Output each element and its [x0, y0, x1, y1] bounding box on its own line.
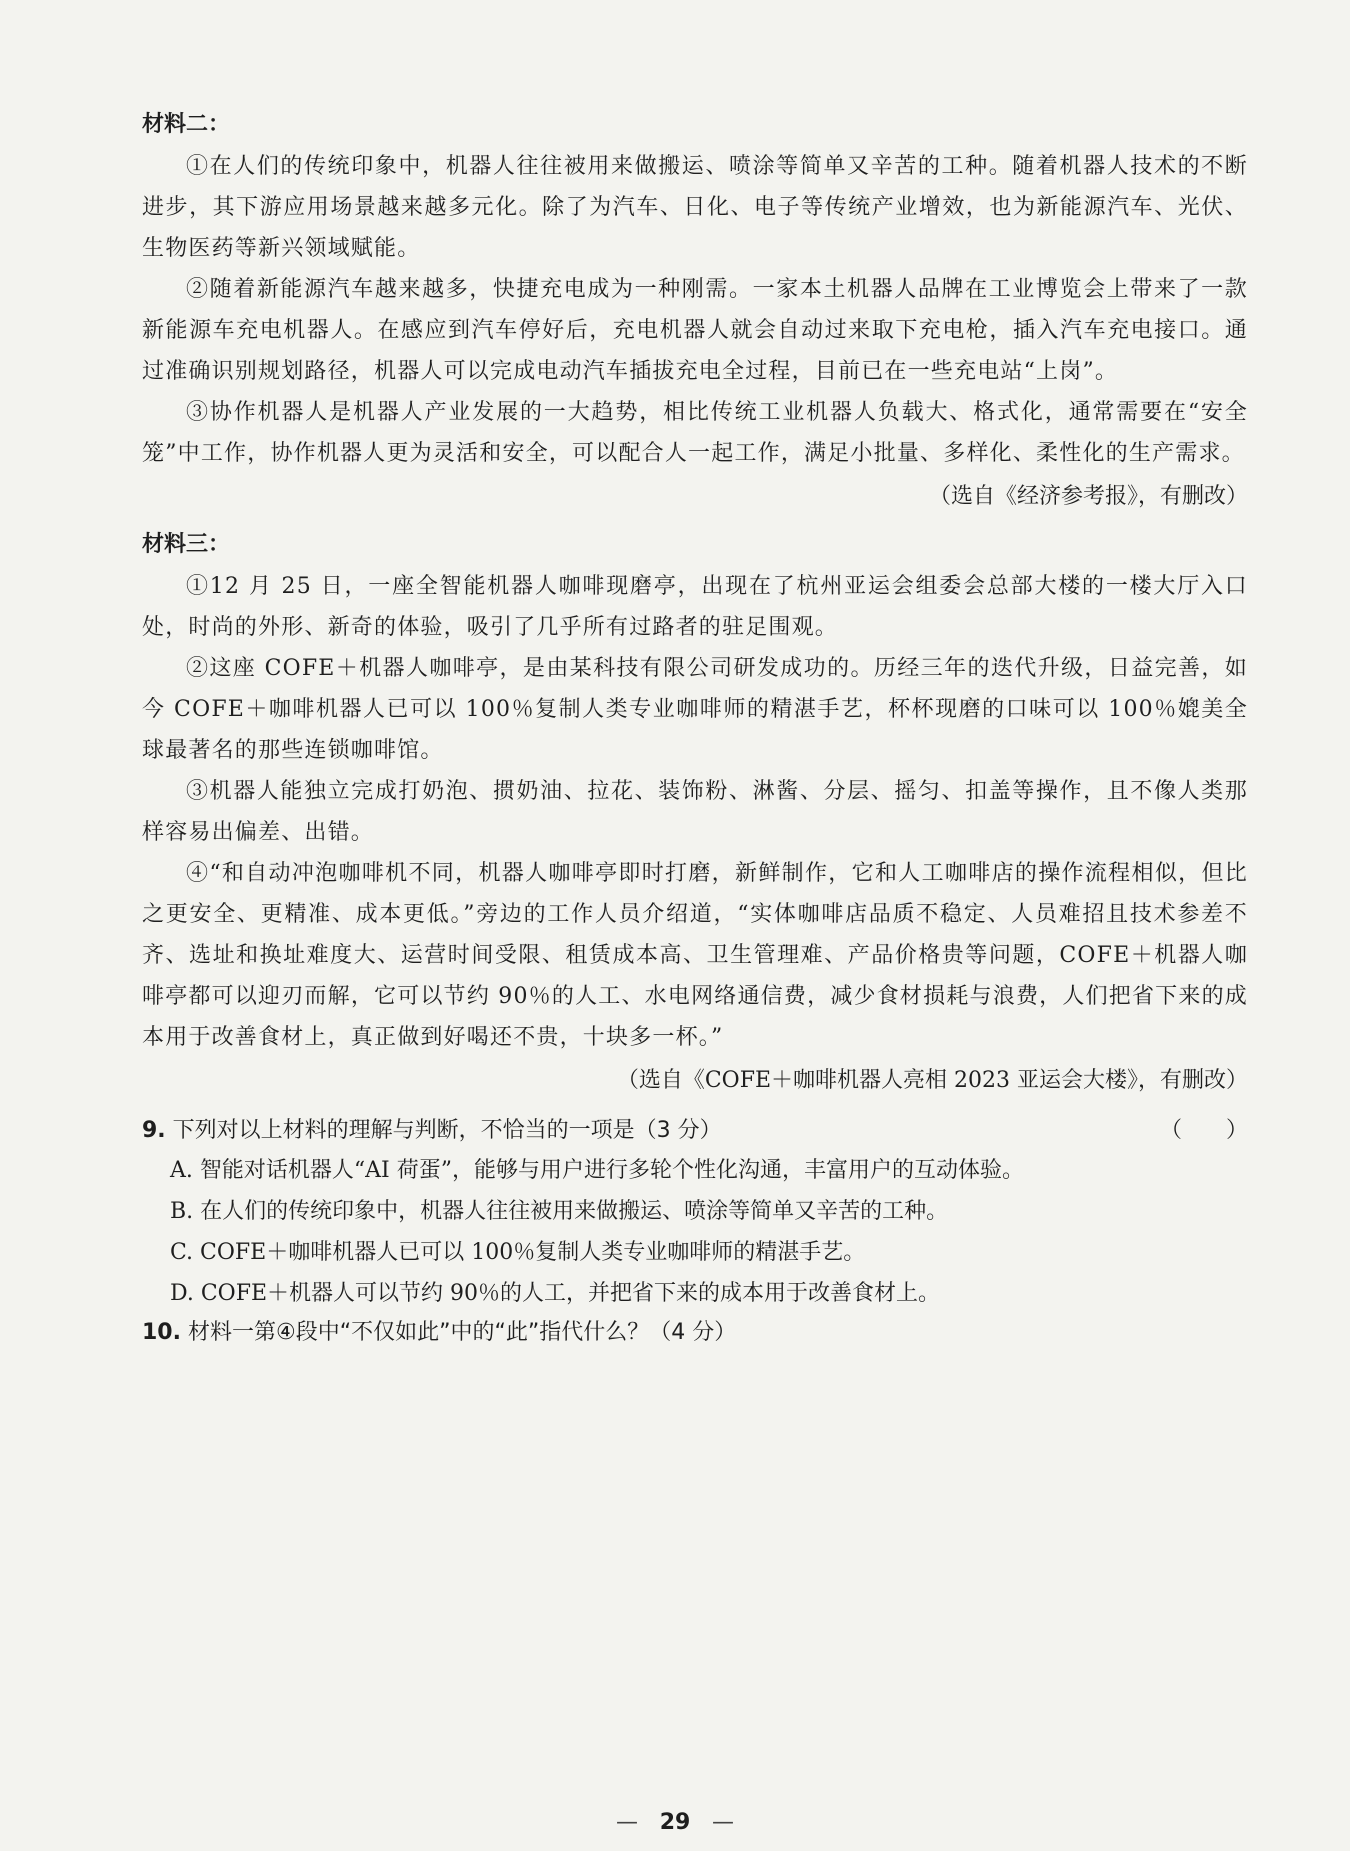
material-three-paragraph-3: ③机器人能独立完成打奶泡、掼奶油、拉花、装饰粉、淋酱、分层、摇匀、扣盖等操作，且不像人类那样容易出偏差、出错。: [142, 779, 1248, 845]
question-10-stem: [142, 1314, 1248, 1352]
option-d[interactable]: D. COFE＋机器人可以节约 90％的人工，并把省下来的成本用于改善食材上。: [170, 1281, 941, 1306]
material-two-heading: 材料二：: [142, 112, 231, 137]
footer-dash-left: —: [616, 1810, 639, 1835]
material-three-paragraph-2: ②这座 COFE＋机器人咖啡亭，是由某科技有限公司研发成功的。历经三年的迭代升级，日益完善，如今 COFE＋咖啡机器人已可以 100％复制人类专业咖啡师的精湛手艺，杯杯现磨的口味可以 100％媲美全球最著名的那些连锁咖啡馆。: [142, 656, 1248, 763]
footer-dash-right: —: [711, 1810, 734, 1835]
page-footer: [0, 1810, 1350, 1835]
material-two-paragraph-1: ①在人们的传统印象中，机器人往往被用来做搬运、喷涂等简单又辛苦的工种。随着机器人技术的不断进步，其下游应用场景越来越多元化。除了为汽车、日化、电子等传统产业增效，也为新能源汽车、光伏、生物医药等新兴领域赋能。: [142, 154, 1248, 261]
question-9: [142, 1112, 1248, 1314]
question-9-text: 下列对以上材料的理解与判断，不恰当的一项是（3 分）: [172, 1118, 722, 1143]
material-three-section: [142, 528, 1248, 1100]
question-10-text: 材料一第④段中“不仅如此”中的“此”指代什么？（4 分）: [187, 1320, 737, 1345]
option-c[interactable]: C. COFE＋咖啡机器人已可以 100％复制人类专业咖啡师的精湛手艺。: [170, 1240, 866, 1265]
material-two-paragraph-3: ③协作机器人是机器人产业发展的一大趋势，相比传统工业机器人负载大、格式化，通常需要在“安全笼”中工作，协作机器人更为灵活和安全，可以配合人一起工作，满足小批量、多样化、柔性化的生产需求。: [142, 400, 1248, 466]
material-three-source: （选自《COFE＋咖啡机器人亮相 2023 亚运会大楼》，有删改）: [616, 1068, 1248, 1093]
material-three-heading: 材料三：: [142, 532, 231, 557]
option-b[interactable]: B. 在人们的传统印象中，机器人往往被用来做搬运、喷涂等简单又辛苦的工种。: [170, 1199, 949, 1224]
material-three-paragraph-1: ①12 月 25 日，一座全智能机器人咖啡现磨亭，出现在了杭州亚运会组委会总部大楼的一楼大厅入口处，时尚的外形、新奇的体验，吸引了几乎所有过路者的驻足围观。: [142, 574, 1248, 640]
material-two-section: [142, 108, 1248, 516]
material-three-paragraph-4: ④“和自动冲泡咖啡机不同，机器人咖啡亭即时打磨，新鲜制作，它和人工咖啡店的操作流程相似，但比之更安全、更精准、成本更低。”旁边的工作人员介绍道，“实体咖啡店品质不稳定、人员难招且技术参差不齐、选址和换址难度大、运营时间受限、租赁成本高、卫生管理难、产品价格贵等问题，COFE＋机器人咖啡亭都可以迎刃而解，它可以节约 90％的人工、水电网络通信费，减少食材损耗与浪费，人们把省下来的成本用于改善食材上，真正做到好喝还不贵，十块多一杯。”: [142, 861, 1248, 1050]
question-9-stem: [142, 1112, 1248, 1150]
material-two-source: （选自《经济参考报》，有删改）: [928, 484, 1248, 509]
page-content: [142, 108, 1248, 1352]
option-a[interactable]: A. 智能对话机器人“AI 荷蛋”，能够与用户进行多轮个性化沟通，丰富用户的互动体验。: [170, 1158, 1024, 1183]
page-number: 29: [659, 1810, 691, 1835]
question-9-number: 9.: [142, 1118, 166, 1143]
answer-bracket[interactable]: （ ）: [1159, 1118, 1248, 1143]
question-10-number: 10.: [142, 1320, 181, 1345]
question-10: [142, 1314, 1248, 1352]
material-two-paragraph-2: ②随着新能源汽车越来越多，快捷充电成为一种刚需。一家本土机器人品牌在工业博览会上带来了一款新能源车充电机器人。在感应到汽车停好后，充电机器人就会自动过来取下充电枪，插入汽车充电接口。通过准确识别规划路径，机器人可以完成电动汽车插拔充电全过程，目前已在一些充电站“上岗”。: [142, 277, 1248, 384]
